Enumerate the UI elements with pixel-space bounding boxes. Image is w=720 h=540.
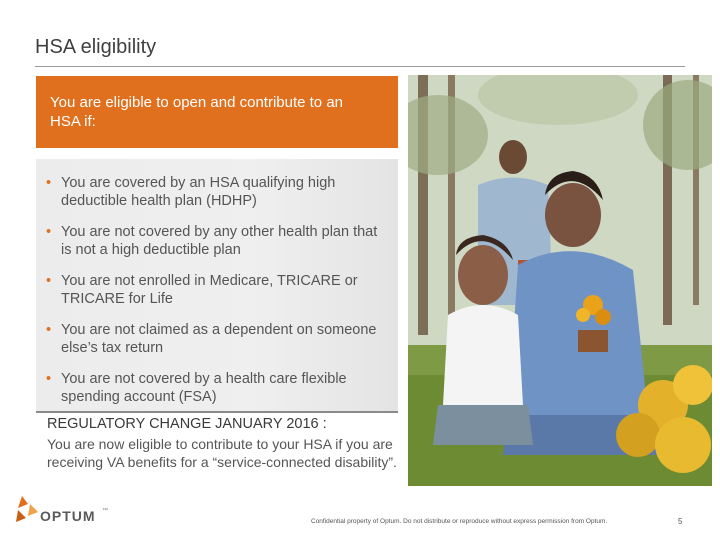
page-number: 5 [678, 517, 683, 526]
eligibility-panel [36, 159, 398, 411]
title-underline [35, 66, 685, 67]
confidential-notice: Confidential property of Optum. Do not distribute or reproduce without express permission from Optum. [311, 518, 608, 525]
bullet-dot-icon: • [46, 322, 52, 338]
bullet-dot-icon: • [46, 371, 52, 387]
intro-banner [36, 76, 398, 148]
list-item: • You are covered by an HSA qualifying high deductible health plan (HDHP) [46, 175, 336, 209]
bullet-dot-icon: • [46, 224, 52, 240]
list-item: • You are not enrolled in Medicare, TRICARE or TRICARE for Life [46, 273, 358, 307]
trademark-symbol: ™ [102, 508, 108, 514]
regulatory-heading: REGULATORY CHANGE JANUARY 2016 : [47, 416, 327, 432]
list-item: • You are not covered by a health care flexible spending account (FSA) [46, 371, 347, 405]
slide-title: HSA eligibility [35, 36, 157, 58]
eligibility-list [46, 174, 391, 419]
list-item: • You are not covered by any other health plan that is not a high deductible plan [46, 224, 378, 258]
optum-wordmark: OPTUM [40, 508, 96, 524]
list-item: • You are not claimed as a dependent on someone else’s tax return [46, 322, 377, 356]
bullet-dot-icon: • [46, 175, 52, 191]
section-divider [36, 411, 398, 413]
family-gardening-photo [408, 75, 712, 486]
regulatory-text: You are now eligible to contribute to your HSA if you are receiving VA benefits for a “service-connected disability”. [47, 436, 397, 470]
intro-text: You are eligible to open and contribute to an HSA if: [50, 94, 344, 130]
bullet-dot-icon: • [46, 273, 52, 289]
